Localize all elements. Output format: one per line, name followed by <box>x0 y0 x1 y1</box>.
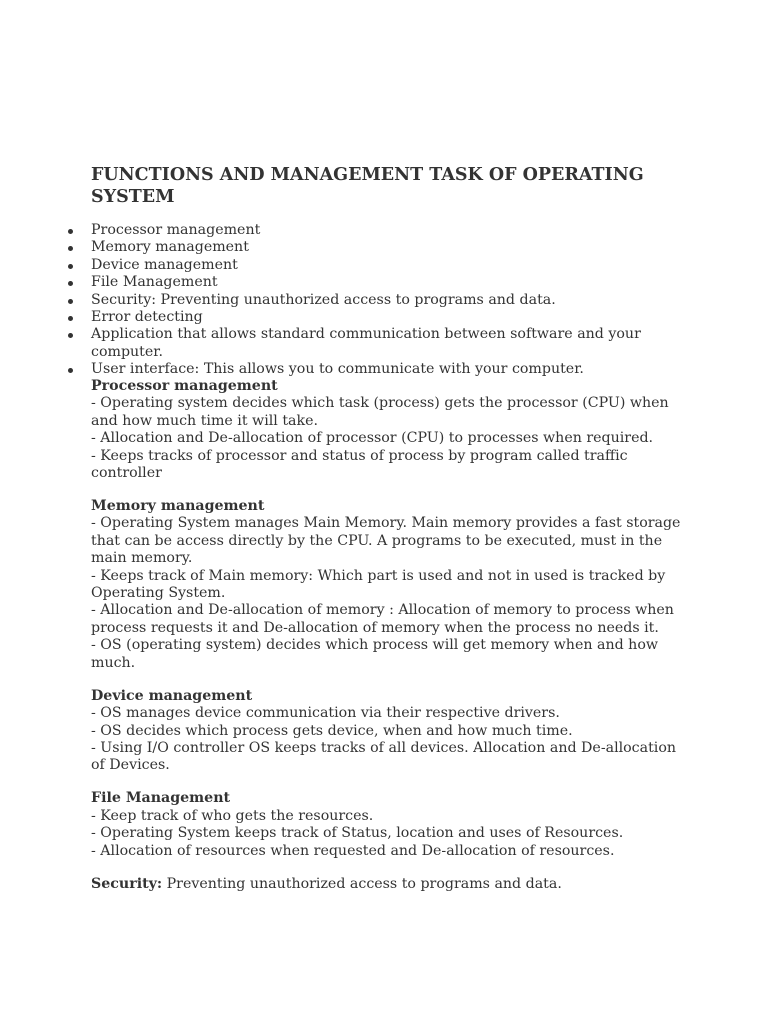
section-line: - Allocation of resources when requested and De-allocation of resources. <box>91 842 615 859</box>
section-line: - Allocation and De-allocation of processor (CPU) to processes when required. <box>91 430 654 447</box>
function-list <box>91 222 681 379</box>
section-line: - Operating System keeps track of Status, location and uses of Resources. <box>91 825 624 842</box>
list-item: File Management <box>91 274 681 291</box>
section-memory-management <box>91 498 686 672</box>
section-line: - OS (operating system) decides which process will get memory when and how much. <box>91 637 659 671</box>
security-label: Security: <box>91 875 163 892</box>
section-device-management <box>91 688 686 775</box>
section-heading: File Management <box>91 790 231 807</box>
section-line: - OS decides which process gets device, when and how much time. <box>91 722 573 739</box>
security-text: Preventing unauthorized access to programs and data. <box>162 875 562 892</box>
section-processor-management <box>91 378 686 482</box>
section-heading: Memory management <box>91 498 265 515</box>
section-line: - Keeps tracks of processor and status of process by program called traffic controller <box>91 447 628 482</box>
section-security <box>91 876 686 893</box>
section-line: - Operating system decides which task (process) gets the processor (CPU) when and how much time it will take. <box>91 395 669 429</box>
section-line: - Using I/O controller OS keeps tracks of all devices. Allocation and De-allocation of Devices. <box>91 739 677 774</box>
section-heading: Device management <box>91 687 253 704</box>
list-item: Error detecting <box>91 309 681 326</box>
list-item: Application that allows standard communication between software and your computer. <box>91 326 681 361</box>
section-file-management <box>91 790 686 860</box>
list-item: Security: Preventing unauthorized access to programs and data. <box>91 292 681 309</box>
document-body <box>91 378 686 909</box>
section-line: - Allocation and De-allocation of memory : Allocation of memory to process when process requests it and De-allocation of memory when the process no needs it. <box>91 602 674 636</box>
security-paragraph <box>91 876 686 893</box>
document-title: FUNCTIONS AND MANAGEMENT TASK OF OPERATING SYSTEM <box>91 165 644 207</box>
list-item: Memory management <box>91 239 681 256</box>
list-item: User interface: This allows you to communicate with your computer. <box>91 361 681 378</box>
list-item: Processor management <box>91 222 681 239</box>
section-line: - Keeps track of Main memory: Which part is used and not in used is tracked by Operating System. <box>91 567 666 602</box>
section-line: - Keep track of who gets the resources. <box>91 807 374 824</box>
section-line: - Operating System manages Main Memory. Main memory provides a fast storage that can be access directly by the CPU. A programs to be executed, must in the main memory. <box>91 515 681 567</box>
section-heading: Processor management <box>91 378 278 394</box>
section-line: - OS manages device communication via their respective drivers. <box>91 705 560 722</box>
list-item: Device management <box>91 257 681 274</box>
